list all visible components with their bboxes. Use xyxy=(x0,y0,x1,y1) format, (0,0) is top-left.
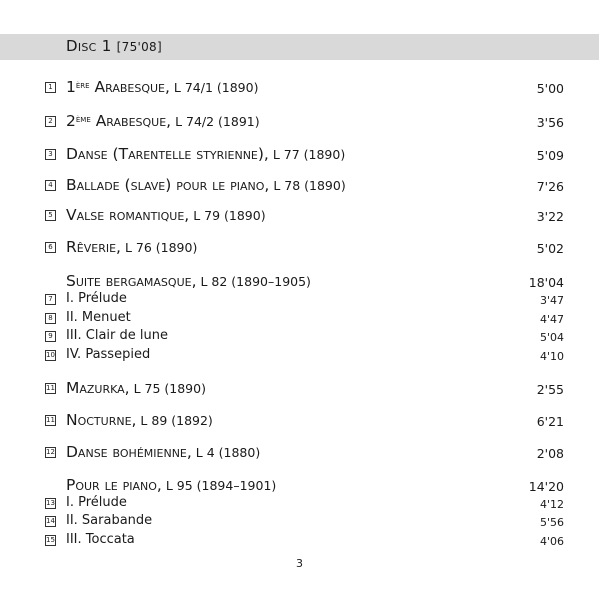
track-number-box: 3 xyxy=(45,149,56,160)
work-title xyxy=(66,272,311,290)
track-title-text: Danse (Tarentelle styrienne), xyxy=(66,145,269,163)
track-title xyxy=(66,379,206,397)
disc-title xyxy=(66,37,162,55)
movement-duration: 4'47 xyxy=(539,313,564,326)
track-title-text: Danse bohémienne, xyxy=(66,443,192,461)
track-duration: 3'22 xyxy=(536,209,564,224)
movement-title: III. Toccata xyxy=(66,532,135,547)
movement-duration: 5'04 xyxy=(539,331,564,344)
track-title xyxy=(66,145,345,163)
movement-title: II. Menuet xyxy=(66,310,131,325)
track-number-box: 8 xyxy=(45,313,56,324)
track-catalog: L 78 (1890) xyxy=(269,178,346,193)
movement-duration: 4'10 xyxy=(539,350,564,363)
track-duration: 7'26 xyxy=(536,179,564,194)
work-catalog: L 82 (1890–1905) xyxy=(196,274,311,289)
movement-duration: 5'56 xyxy=(539,516,564,529)
track-number-box: 13 xyxy=(46,499,55,507)
track-title-ordinal: 1 xyxy=(66,78,76,96)
track-number-box: 7 xyxy=(45,294,56,305)
track-catalog: L 4 (1880) xyxy=(191,445,261,460)
track-number-box: 2 xyxy=(45,116,56,127)
track-duration: 6'21 xyxy=(536,414,564,429)
work-title-text: Pour le piano, xyxy=(66,476,162,494)
work-catalog: L 95 (1894–1901) xyxy=(161,478,277,493)
track-title xyxy=(66,78,258,96)
track-number-box: 11 xyxy=(46,416,55,424)
page-number: 3 xyxy=(296,557,303,570)
work-duration: 18'04 xyxy=(528,275,564,290)
track-title-superscript: ère xyxy=(75,80,90,91)
movement-title: I. Prélude xyxy=(66,495,127,510)
disc-total-time: [75'08] xyxy=(116,40,162,54)
track-number-box: 14 xyxy=(46,517,55,525)
track-number-box: 15 xyxy=(46,536,55,544)
track-duration: 5'02 xyxy=(536,241,564,256)
track-duration: 3'56 xyxy=(536,115,564,130)
track-number-box: 10 xyxy=(46,351,55,359)
track-catalog: L 76 (1890) xyxy=(120,240,198,255)
track-title xyxy=(66,206,266,224)
track-title-text: Rêverie, xyxy=(66,238,121,256)
track-number-box: 11 xyxy=(46,384,55,392)
track-number-box: 6 xyxy=(45,242,56,253)
movement-title: III. Clair de lune xyxy=(66,328,168,343)
track-catalog: L 74/2 (1891) xyxy=(171,114,260,129)
track-title-text: Ballade (slave) pour le piano, xyxy=(66,176,270,194)
track-duration: 5'09 xyxy=(536,148,564,163)
track-title-ordinal: 2 xyxy=(66,112,76,130)
movement-title: I. Prélude xyxy=(66,291,127,306)
track-number-box: 1 xyxy=(45,82,56,93)
track-number-box: 4 xyxy=(45,180,56,191)
track-title-text: Mazurka, xyxy=(66,379,130,397)
track-title-text: Nocturne, xyxy=(66,411,137,429)
track-duration: 2'55 xyxy=(536,382,564,397)
track-number-box: 9 xyxy=(45,331,56,342)
track-title xyxy=(66,443,260,461)
track-title-text: Arabesque, xyxy=(90,112,172,130)
track-duration: 2'08 xyxy=(536,446,564,461)
track-title-text: Valse romantique, xyxy=(66,206,190,224)
track-number-box: 12 xyxy=(46,448,55,456)
track-title-superscript: ème xyxy=(75,114,91,125)
movement-duration: 3'47 xyxy=(539,294,564,307)
work-title-text: Suite bergamasque, xyxy=(66,272,197,290)
movement-title: IV. Passepied xyxy=(66,347,151,362)
track-catalog: L 89 (1892) xyxy=(136,413,213,428)
track-title xyxy=(66,238,197,256)
work-title xyxy=(66,476,276,494)
work-duration: 14'20 xyxy=(528,479,564,494)
track-catalog: L 75 (1890) xyxy=(129,381,206,396)
track-title xyxy=(66,411,213,429)
track-catalog: L 74/1 (1890) xyxy=(169,80,259,95)
track-catalog: L 77 (1890) xyxy=(268,147,346,162)
movement-duration: 4'06 xyxy=(539,535,564,548)
track-title xyxy=(66,176,346,194)
track-title xyxy=(66,112,260,130)
track-catalog: L 79 (1890) xyxy=(189,208,266,223)
movement-duration: 4'12 xyxy=(539,498,564,511)
movement-title: II. Sarabande xyxy=(66,513,153,528)
track-duration: 5'00 xyxy=(536,81,564,96)
disc-label: Disc 1 xyxy=(66,37,112,55)
track-title-text: Arabesque, xyxy=(89,78,170,96)
track-number-box: 5 xyxy=(45,210,56,221)
